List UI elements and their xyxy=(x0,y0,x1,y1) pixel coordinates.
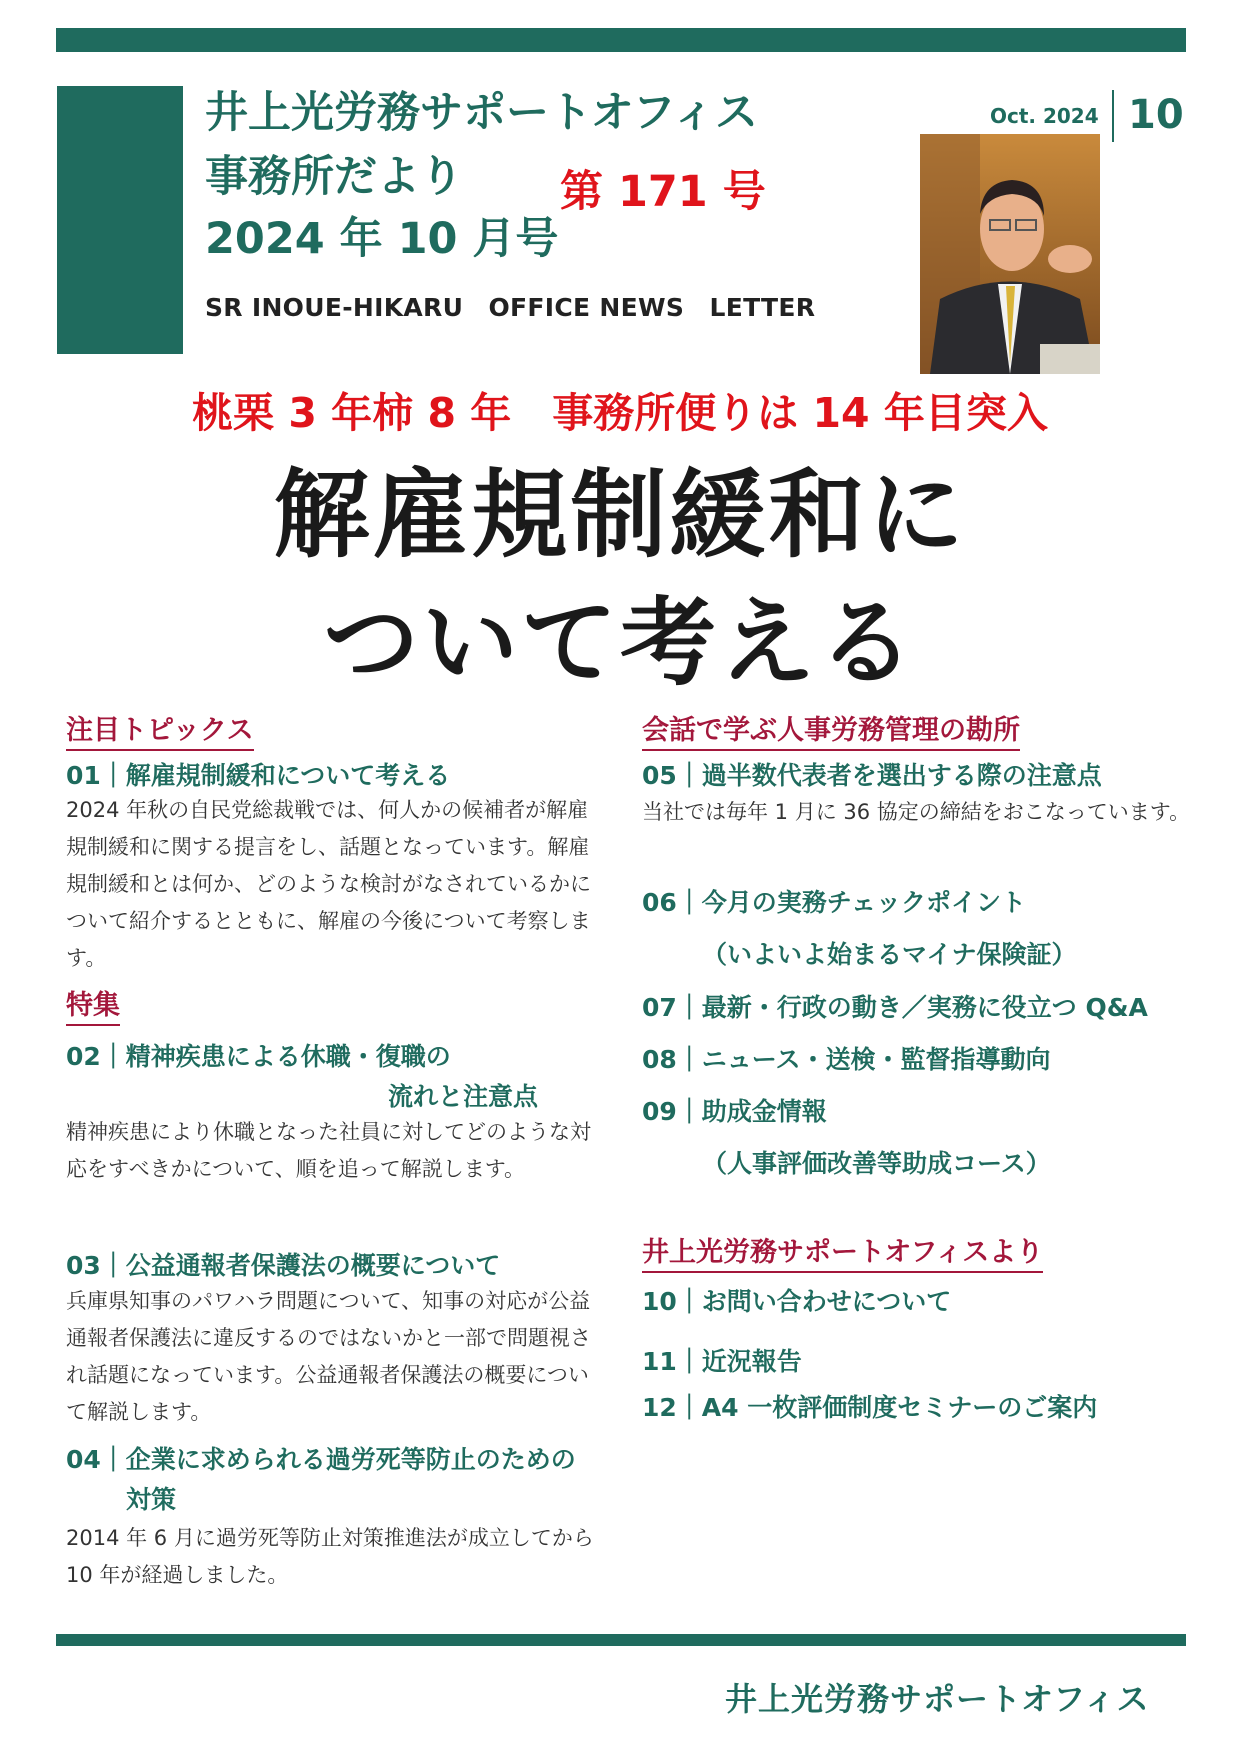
item-07-title: 07｜最新・行政の動き／実務に役立つ Q&A xyxy=(642,993,1148,1022)
item-06-title: 06｜今月の実務チェックポイント xyxy=(642,888,1027,917)
date-divider xyxy=(1112,90,1114,142)
item-12-title: 12｜A4 一枚評価制度セミナーのご案内 xyxy=(642,1393,1098,1422)
item-04-title: 04｜企業に求められる過労死等防止のための xyxy=(66,1445,576,1474)
main-title-line2: ついて考える xyxy=(323,586,917,699)
item-02-title: 02｜精神疾患による休職・復職の xyxy=(66,1042,451,1071)
main-title-line1: 解雇規制緩和に xyxy=(273,459,967,571)
item-03-desc: 兵庫県知事のパワハラ問題について、知事の対応が公益通報者保護法に違反するのではないかと一部で問題視され話題になっています。公益通報者保護法の概要について解説します。 xyxy=(66,1289,591,1424)
item-04-desc: 2014 年 6 月に過労死等防止対策推進法が成立してから 10 年が経過しました。 xyxy=(66,1526,594,1587)
item-02-title-cont: 流れと注意点 xyxy=(388,1082,539,1111)
item-09-title: 09｜助成金情報 xyxy=(642,1097,827,1126)
item-06-title-cont: （いよいよ始まるマイナ保険証） xyxy=(702,940,1077,969)
english-title: SR INOUE-HIKARU OFFICE NEWS LETTER xyxy=(205,293,816,322)
section-office: 井上光労務サポートオフィスより xyxy=(642,1230,1043,1273)
subheadline: 桃栗 3 年柿 8 年 事務所便りは 14 年目突入 xyxy=(192,389,1048,437)
header-accent-block xyxy=(57,86,183,354)
bottom-rule xyxy=(56,1634,1186,1646)
item-11-title: 11｜近況報告 xyxy=(642,1347,802,1376)
item-05-title: 05｜過半数代表者を選出する際の注意点 xyxy=(642,761,1102,790)
org-name-heading: 井上光労務サポートオフィス xyxy=(205,88,758,138)
item-04-title-cont: 対策 xyxy=(126,1485,177,1514)
date-label: Oct. 2024 xyxy=(990,104,1099,128)
section-hr: 会話で学ぶ人事労務管理の勘所 xyxy=(642,708,1020,751)
issue-month: 2024 年 10 月号 xyxy=(205,214,559,264)
top-rule xyxy=(56,28,1186,52)
section-feature: 特集 xyxy=(66,983,120,1026)
item-08-title: 08｜ニュース・送検・監督指導動向 xyxy=(642,1045,1051,1074)
item-09-title-cont: （人事評価改善等助成コース） xyxy=(702,1149,1051,1178)
section-topics: 注目トピックス xyxy=(66,708,254,751)
main-title xyxy=(0,452,1240,707)
issue-number: 第 171 号 xyxy=(560,167,766,217)
footer-org-name: 井上光労務サポートオフィス xyxy=(725,1680,1150,1718)
item-10-title: 10｜お問い合わせについて xyxy=(642,1287,952,1316)
item-02-desc: 精神疾患により休職となった社員に対してどのような対応をすべきかについて、順を追って解説します。 xyxy=(66,1120,591,1181)
item-01-title: 01｜解雇規制緩和について考える xyxy=(66,761,451,790)
item-05-desc: 当社では毎年 1 月に 36 協定の締結をおこなっています。 xyxy=(642,800,1191,824)
item-01-desc: 2024 年秋の自民党総裁戦では、何人かの候補者が解雇規制緩和に関する提言をし、話題となっています。解雇規制緩和とは何か、どのような検討がなされているかについて紹介するとともに、解雇の今後について考察します。 xyxy=(66,798,591,970)
newsletter-name: 事務所だより xyxy=(205,152,463,202)
item-03-title: 03｜公益通報者保護法の概要について xyxy=(66,1251,501,1280)
author-photo xyxy=(920,134,1100,374)
page-number: 10 xyxy=(1128,92,1184,138)
